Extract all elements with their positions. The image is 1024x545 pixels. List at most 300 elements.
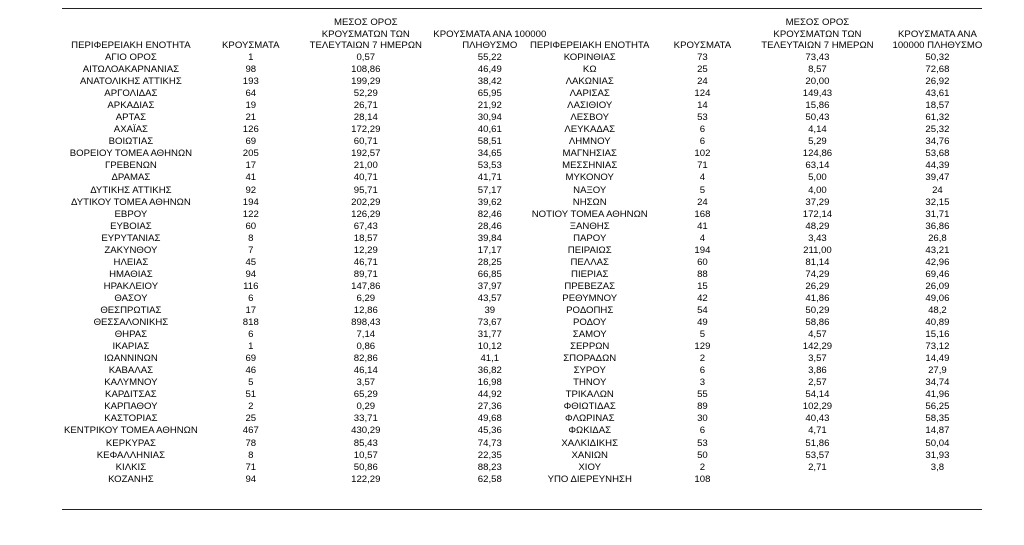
cases-cell: 194 xyxy=(242,196,259,208)
per100k-cell: 37,97 xyxy=(477,280,502,292)
avg7-cell: 122,29 xyxy=(351,473,381,485)
table-row xyxy=(62,88,550,100)
region-cell: ΑΡΚΑΔΙΑΣ xyxy=(107,100,155,112)
per100k-cell: 62,58 xyxy=(477,473,502,485)
per100k-cell: 3,8 xyxy=(930,461,945,473)
table-row xyxy=(528,281,993,293)
cases-cell: 64 xyxy=(245,88,257,100)
avg7-cell: 149,43 xyxy=(802,88,833,100)
region-cell: ΣΠΟΡΑΔΩΝ xyxy=(563,353,617,365)
region-cell: ΓΡΕΒΕΝΩΝ xyxy=(104,160,157,172)
table-row xyxy=(62,112,550,124)
cases-cell: 55 xyxy=(697,389,708,401)
region-cell: ΠΡΕΒΕΖΑΣ xyxy=(564,280,616,292)
avg7-cell: 95,71 xyxy=(353,184,378,196)
per100k-cell: 16,98 xyxy=(477,377,502,389)
cases-cell: 98 xyxy=(245,64,257,76)
region-cell: ΣΥΡΟΥ xyxy=(573,365,606,377)
region-cell: ΜΑΓΝΗΣΙΑΣ xyxy=(562,148,617,160)
cases-cell: 193 xyxy=(242,76,259,88)
region-cell: ΒΟΙΩΤΙΑΣ xyxy=(108,136,154,148)
cases-cell: 94 xyxy=(245,268,257,280)
region-cell: ΝΟΤΙΟΥ ΤΟΜΕΑ ΑΘΗΝΩΝ xyxy=(531,208,648,220)
cases-cell: 89 xyxy=(697,401,708,413)
header-per100k-text: ΚΡΟΥΣΜΑΤΑ ΑΝΑ 100000 ΠΛΗΘΥΣΜΟ xyxy=(892,28,983,51)
per100k-cell: 44,92 xyxy=(477,389,502,401)
per100k-cell: 45,36 xyxy=(477,425,502,437)
avg7-cell: 3,43 xyxy=(808,232,827,244)
cases-cell: 53 xyxy=(697,112,708,124)
cases-cell: 60 xyxy=(697,256,708,268)
avg7-cell: 85,43 xyxy=(353,437,378,449)
table-row xyxy=(528,185,993,197)
table-row xyxy=(528,88,993,100)
cases-cell: 818 xyxy=(242,317,259,329)
region-cell: ΑΡΤΑΣ xyxy=(115,112,147,124)
cases-cell: 205 xyxy=(242,148,259,160)
region-cell: ΕΥΒΟΙΑΣ xyxy=(110,220,152,232)
table-row xyxy=(62,197,550,209)
table-row xyxy=(62,245,550,257)
top-rule xyxy=(62,8,982,9)
table-row xyxy=(528,233,993,245)
per100k-cell: 28,46 xyxy=(477,220,502,232)
per100k-cell: 40,89 xyxy=(925,317,950,329)
avg7-cell: 0,29 xyxy=(356,401,376,413)
avg7-cell: 20,00 xyxy=(805,76,830,88)
region-cell: ΘΕΣΠΡΩΤΙΑΣ xyxy=(100,304,162,316)
region-cell: ΘΗΡΑΣ xyxy=(114,329,148,341)
table-row xyxy=(62,293,550,305)
region-cell: ΦΘΙΩΤΙΔΑΣ xyxy=(563,401,616,413)
table-row xyxy=(528,341,993,353)
per100k-cell: 66,85 xyxy=(477,268,502,280)
avg7-cell: 172,14 xyxy=(802,208,833,220)
avg7-cell: 5,00 xyxy=(808,172,827,184)
cases-cell: 5 xyxy=(248,377,254,389)
avg7-cell: 67,43 xyxy=(353,220,378,232)
region-cell: ΚΑΛΥΜΝΟΥ xyxy=(104,377,158,389)
region-cell: ΞΑΝΘΗΣ xyxy=(569,220,610,232)
avg7-cell: 6,29 xyxy=(356,292,376,304)
per100k-cell: 73,12 xyxy=(925,341,950,353)
region-cell: ΛΗΜΝΟΥ xyxy=(568,136,611,148)
per100k-cell: 73,67 xyxy=(477,317,502,329)
avg7-cell: 3,57 xyxy=(356,377,376,389)
region-cell: ΡΟΔΟΠΗΣ xyxy=(566,304,614,316)
per100k-cell: 36,82 xyxy=(477,365,502,377)
per100k-cell: 41,96 xyxy=(925,389,950,401)
avg7-cell: 28,14 xyxy=(353,112,378,124)
table-row xyxy=(62,64,550,76)
per100k-cell: 18,57 xyxy=(925,100,950,112)
avg7-cell: 147,86 xyxy=(351,280,381,292)
header-avg7-text: ΜΕΣΟΣ ΟΡΟΣ ΚΡΟΥΣΜΑΤΩΝ ΤΩΝ ΤΕΛΕΥΤΑΙΩΝ 7 ΗΜΕΡΩΝ xyxy=(309,17,422,51)
table-row xyxy=(528,353,993,365)
cases-cell: 2 xyxy=(248,401,254,413)
region-cell: ΛΕΥΚΑΔΑΣ xyxy=(564,124,616,136)
avg7-cell: 89,71 xyxy=(353,268,378,280)
table-row xyxy=(528,389,993,401)
per100k-cell: 69,46 xyxy=(925,268,950,280)
table-row xyxy=(62,438,550,450)
avg7-cell: 108,86 xyxy=(351,64,381,76)
region-cell: ΠΕΙΡΑΙΩΣ xyxy=(567,244,612,256)
table-row xyxy=(62,76,550,88)
per100k-cell: 43,21 xyxy=(925,244,950,256)
region-cell: ΚΟΡΙΝΘΙΑΣ xyxy=(563,52,616,63)
avg7-cell: 74,29 xyxy=(805,268,830,280)
region-cell: ΗΜΑΘΙΑΣ xyxy=(109,268,153,280)
cases-cell: 49 xyxy=(697,317,708,329)
avg7-cell: 4,00 xyxy=(808,184,827,196)
region-cell: ΚΑΣΤΟΡΙΑΣ xyxy=(104,413,158,425)
table-row xyxy=(528,329,993,341)
cases-cell: 5 xyxy=(699,329,706,341)
region-cell: ΒΟΡΕΙΟΥ ΤΟΜΕΑ ΑΘΗΝΩΝ xyxy=(69,148,193,160)
avg7-cell: 51,86 xyxy=(805,437,830,449)
region-cell: ΔΡΑΜΑΣ xyxy=(111,172,151,184)
region-cell: ΠΑΡΟΥ xyxy=(573,232,607,244)
per100k-cell: 26,92 xyxy=(925,76,950,88)
table-row xyxy=(62,257,550,269)
header-region: ΠΕΡΙΦΕΡΕΙΑΚΗ ΕΝΟΤΗΤΑ xyxy=(530,39,650,51)
avg7-cell: 46,14 xyxy=(353,365,378,377)
per100k-cell: 27,36 xyxy=(477,401,502,413)
header-row xyxy=(62,14,550,52)
cases-cell: 30 xyxy=(697,413,708,425)
cases-cell: 6 xyxy=(699,136,706,148)
per100k-cell: 49,06 xyxy=(925,292,950,304)
per100k-cell: 31,77 xyxy=(477,329,502,341)
avg7-cell: 10,57 xyxy=(353,449,378,461)
cases-cell: 8 xyxy=(248,232,254,244)
per100k-cell: 27,9 xyxy=(928,365,947,377)
avg7-cell: 202,29 xyxy=(351,196,381,208)
per100k-cell: 82,46 xyxy=(477,208,502,220)
cases-cell: 50 xyxy=(697,449,708,461)
cases-cell: 6 xyxy=(699,124,706,136)
region-cell: ΜΕΣΣΗΝΙΑΣ xyxy=(562,160,618,172)
table-row xyxy=(528,269,993,281)
per100k-cell: 41,71 xyxy=(477,172,502,184)
region-cell: ΧΑΛΚΙΔΙΚΗΣ xyxy=(561,437,619,449)
table-row xyxy=(62,172,550,184)
per100k-cell: 53,53 xyxy=(477,160,502,172)
table-row xyxy=(528,305,993,317)
per100k-cell: 58,51 xyxy=(477,136,502,148)
region-cell: ΑΓΙΟ ΟΡΟΣ xyxy=(105,52,157,63)
table-row xyxy=(528,160,993,172)
header-per100k-text: ΚΡΟΥΣΜΑΤΑ ΑΝΑ 100000 ΠΛΗΘΥΣΜΟ xyxy=(433,28,547,51)
cases-cell: 21 xyxy=(245,112,257,124)
avg7-cell: 41,86 xyxy=(805,292,830,304)
table-row xyxy=(528,100,993,112)
avg7-cell: 63,14 xyxy=(805,160,830,172)
cases-cell: 6 xyxy=(248,329,254,341)
cases-cell: 88 xyxy=(697,268,708,280)
table-row xyxy=(62,52,550,64)
avg7-cell: 18,57 xyxy=(353,232,378,244)
avg7-cell: 4,14 xyxy=(808,124,827,136)
table-row xyxy=(528,438,993,450)
avg7-cell: 211,00 xyxy=(803,244,832,256)
per100k-cell: 31,93 xyxy=(925,449,950,461)
cases-cell: 17 xyxy=(245,304,257,316)
cases-cell: 8 xyxy=(248,449,254,461)
cases-cell: 53 xyxy=(697,437,708,449)
table-row xyxy=(528,64,993,76)
cases-cell: 5 xyxy=(699,184,706,196)
avg7-cell: 37,29 xyxy=(805,196,830,208)
per100k-cell: 21,92 xyxy=(477,100,502,112)
region-cell: ΤΡΙΚΑΛΩΝ xyxy=(565,389,614,401)
region-cell: ΗΛΕΙΑΣ xyxy=(113,256,149,268)
avg7-cell: 172,29 xyxy=(351,124,381,136)
cases-cell: 71 xyxy=(697,160,708,172)
region-cell: ΝΗΣΩΝ xyxy=(572,196,607,208)
cases-cell: 24 xyxy=(697,76,708,88)
region-cell: ΑΧΑΪΑΣ xyxy=(113,124,148,136)
region-cell: ΧΙΟΥ xyxy=(578,461,602,473)
per100k-cell: 34,65 xyxy=(477,148,502,160)
per100k-cell: 14,49 xyxy=(925,353,950,365)
table-row xyxy=(528,124,993,136)
table-row xyxy=(62,353,550,365)
table-row xyxy=(62,329,550,341)
cases-cell: 69 xyxy=(245,136,257,148)
header-avg7-text: ΜΕΣΟΣ ΟΡΟΣ ΚΡΟΥΣΜΑΤΩΝ ΤΩΝ ΤΕΛΕΥΤΑΙΩΝ 7 ΗΜΕΡΩΝ xyxy=(761,17,874,51)
avg7-cell: 58,86 xyxy=(805,317,830,329)
cases-cell: 51 xyxy=(245,389,257,401)
cases-cell: 71 xyxy=(245,461,257,473)
per100k-cell: 10,12 xyxy=(477,341,502,353)
region-cell: ΛΑΚΩΝΙΑΣ xyxy=(565,76,614,88)
table-row xyxy=(528,474,993,486)
region-cell: ΠΙΕΡΙΑΣ xyxy=(571,268,609,280)
region-cell: ΙΩΑΝΝΙΝΩΝ xyxy=(104,353,158,365)
table-row xyxy=(62,389,550,401)
avg7-cell: 2,57 xyxy=(808,377,827,389)
avg7-cell: 26,71 xyxy=(353,100,378,112)
avg7-cell: 73,43 xyxy=(805,52,830,63)
avg7-cell: 199,29 xyxy=(351,76,381,88)
cases-cell: 41 xyxy=(697,220,708,232)
header-cases: ΚΡΟΥΣΜΑΤΑ xyxy=(222,39,280,51)
avg7-cell: 33,71 xyxy=(353,413,378,425)
per100k-cell: 43,61 xyxy=(925,88,950,100)
avg7-cell: 26,29 xyxy=(805,280,830,292)
table-row xyxy=(62,413,550,425)
cases-cell: 41 xyxy=(245,172,257,184)
per100k-cell: 57,17 xyxy=(477,184,502,196)
cases-cell: 2 xyxy=(699,353,706,365)
table-row xyxy=(528,172,993,184)
table-row xyxy=(62,377,550,389)
region-cell: ΣΑΜΟΥ xyxy=(572,329,607,341)
per100k-cell: 22,35 xyxy=(477,449,502,461)
region-cell: ΕΒΡΟΥ xyxy=(114,208,148,220)
table-row xyxy=(62,305,550,317)
avg7-cell: 48,29 xyxy=(805,220,830,232)
per100k-cell: 74,73 xyxy=(477,437,502,449)
table-row xyxy=(528,425,993,437)
per100k-cell: 32,15 xyxy=(925,196,950,208)
per100k-cell: 46,49 xyxy=(477,64,502,76)
left-table-body xyxy=(62,52,550,486)
avg7-cell: 54,14 xyxy=(805,389,830,401)
cases-cell: 1 xyxy=(248,341,254,353)
cases-cell: 78 xyxy=(245,437,257,449)
header-row xyxy=(528,14,993,52)
cases-cell: 102 xyxy=(694,148,711,160)
region-cell: ΚΑΡΔΙΤΣΑΣ xyxy=(105,389,157,401)
cases-cell: 194 xyxy=(694,244,711,256)
per100k-cell: 42,96 xyxy=(925,256,950,268)
cases-cell: 25 xyxy=(697,64,708,76)
per100k-cell: 38,42 xyxy=(477,76,502,88)
cases-cell: 116 xyxy=(243,280,259,292)
cases-cell: 6 xyxy=(699,365,706,377)
cases-cell: 6 xyxy=(699,425,706,437)
per100k-cell: 53,68 xyxy=(925,148,950,160)
cases-cell: 42 xyxy=(697,292,708,304)
region-cell: ΡΟΔΟΥ xyxy=(573,317,607,329)
avg7-cell: 21,00 xyxy=(353,160,378,172)
table-row xyxy=(62,100,550,112)
avg7-cell: 430,29 xyxy=(351,425,381,437)
avg7-cell: 65,29 xyxy=(353,389,378,401)
per100k-cell: 26,8 xyxy=(928,232,947,244)
per100k-cell: 50,04 xyxy=(925,437,950,449)
bottom-rule xyxy=(62,509,982,510)
region-cell: ΑΝΑΤΟΛΙΚΗΣ ΑΤΤΙΚΗΣ xyxy=(80,76,182,88)
region-cell: ΥΠΟ ΔΙΕΡΕΥΝΗΣΗ xyxy=(547,473,632,485)
region-cell: ΚΕΡΚΥΡΑΣ xyxy=(105,437,156,449)
per100k-cell: 44,39 xyxy=(925,160,950,172)
per100k-cell: 48,2 xyxy=(928,304,947,316)
table-row xyxy=(528,462,993,474)
per100k-cell: 34,74 xyxy=(925,377,950,389)
region-cell: ΡΕΘΥΜΝΟΥ xyxy=(562,292,618,304)
avg7-cell: 0,86 xyxy=(356,341,376,353)
table-row xyxy=(528,377,993,389)
cases-cell: 25 xyxy=(245,413,257,425)
per100k-cell: 39,47 xyxy=(925,172,950,184)
per100k-cell: 72,68 xyxy=(925,64,950,76)
avg7-cell: 126,29 xyxy=(351,208,381,220)
cases-cell: 2 xyxy=(699,461,706,473)
avg7-cell: 898,43 xyxy=(351,317,381,329)
table-row xyxy=(62,365,550,377)
cases-cell: 6 xyxy=(248,292,254,304)
table-row xyxy=(528,413,993,425)
region-cell: ΑΡΓΟΛΙΔΑΣ xyxy=(104,88,158,100)
per100k-cell: 39,62 xyxy=(477,196,502,208)
region-cell: ΣΕΡΡΩΝ xyxy=(570,341,610,353)
table-row xyxy=(528,136,993,148)
region-cell: ΘΕΣΣΑΛΟΝΙΚΗΣ xyxy=(93,317,169,329)
table-row xyxy=(528,450,993,462)
per100k-cell: 41,1 xyxy=(480,353,500,365)
table-row xyxy=(62,450,550,462)
table-row xyxy=(62,160,550,172)
cases-cell: 60 xyxy=(245,220,257,232)
avg7-cell: 142,29 xyxy=(802,341,833,353)
table-row xyxy=(62,269,550,281)
region-cell: ΚΕΝΤΡΙΚΟΥ ΤΟΜΕΑ ΑΘΗΝΩΝ xyxy=(64,425,198,437)
table-row xyxy=(62,124,550,136)
cases-cell: 3 xyxy=(699,377,706,389)
avg7-cell: 50,86 xyxy=(353,461,378,473)
avg7-cell: 12,29 xyxy=(353,244,378,256)
cases-cell: 14 xyxy=(697,100,708,112)
per100k-cell: 39 xyxy=(484,304,496,316)
avg7-cell: 12,86 xyxy=(353,304,378,316)
table-row xyxy=(62,474,550,486)
table-row xyxy=(528,365,993,377)
table-row xyxy=(62,281,550,293)
avg7-cell: 53,57 xyxy=(805,449,830,461)
avg7-cell: 52,29 xyxy=(353,88,378,100)
region-cell: ΛΑΡΙΣΑΣ xyxy=(569,88,610,100)
region-cell: ΚΑΡΠΑΘΟΥ xyxy=(104,401,158,413)
table-row xyxy=(528,112,993,124)
header-region: ΠΕΡΙΦΕΡΕΙΑΚΗ ΕΝΟΤΗΤΑ xyxy=(71,39,191,51)
left-table-block xyxy=(62,14,550,486)
region-cell: ΔΥΤΙΚΗΣ ΑΤΤΙΚΗΣ xyxy=(90,184,172,196)
avg7-cell: 46,71 xyxy=(353,256,378,268)
cases-cell: 94 xyxy=(245,473,257,485)
avg7-cell: 3,86 xyxy=(808,365,827,377)
avg7-cell: 40,71 xyxy=(353,172,378,184)
region-cell: ΜΥΚΟΝΟΥ xyxy=(565,172,614,184)
region-cell: ΗΡΑΚΛΕΙΟΥ xyxy=(103,280,159,292)
region-cell: ΛΕΣΒΟΥ xyxy=(570,112,610,124)
region-cell: ΦΩΚΙΔΑΣ xyxy=(568,425,612,437)
region-cell: ΛΑΣΙΘΙΟΥ xyxy=(567,100,613,112)
cases-cell: 4 xyxy=(699,232,706,244)
per100k-cell: 49,68 xyxy=(477,413,502,425)
table-row xyxy=(528,197,993,209)
region-cell: ΙΚΑΡΙΑΣ xyxy=(112,341,150,353)
cases-cell: 45 xyxy=(245,256,257,268)
header-avg7 xyxy=(753,14,881,52)
region-cell: ΘΑΣΟΥ xyxy=(114,292,148,304)
cases-cell: 129 xyxy=(694,341,711,353)
table-row xyxy=(528,245,993,257)
cases-cell: 54 xyxy=(697,304,708,316)
cases-cell: 126 xyxy=(242,124,259,136)
avg7-cell: 192,57 xyxy=(351,148,381,160)
avg7-cell: 82,86 xyxy=(353,353,378,365)
table-row xyxy=(62,317,550,329)
region-cell: ΤΗΝΟΥ xyxy=(573,377,607,389)
table-row xyxy=(62,148,550,160)
per100k-cell: 43,57 xyxy=(477,292,502,304)
per100k-cell: 39,84 xyxy=(477,232,502,244)
region-cell: ΑΙΤΩΛΟΑΚΑΡΝΑΝΙΑΣ xyxy=(82,64,180,76)
table-row xyxy=(62,401,550,413)
per100k-cell: 55,22 xyxy=(477,52,502,63)
per100k-cell: 34,76 xyxy=(925,136,950,148)
table-row xyxy=(528,148,993,160)
avg7-cell: 102,29 xyxy=(802,401,833,413)
table-row xyxy=(62,233,550,245)
region-cell: ΝΑΞΟΥ xyxy=(573,184,607,196)
cases-cell: 108 xyxy=(694,473,711,485)
avg7-cell: 81,14 xyxy=(805,256,830,268)
